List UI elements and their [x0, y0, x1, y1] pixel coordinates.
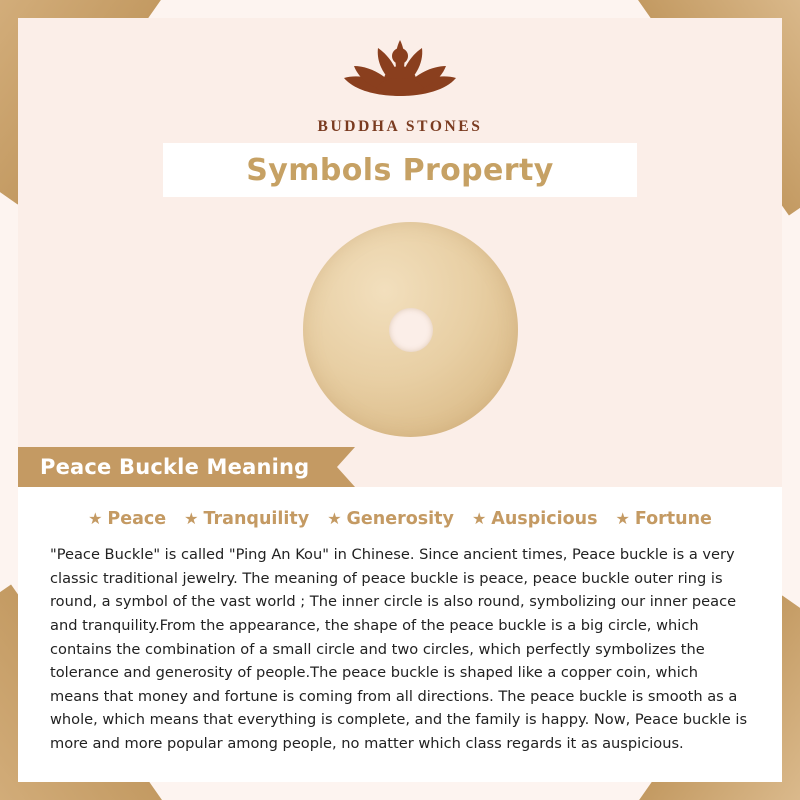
keyword-item [616, 509, 712, 529]
peace-buckle-disc [303, 222, 518, 437]
keyword-item [472, 509, 598, 529]
keyword-item [184, 509, 309, 529]
description-paragraph: "Peace Buckle" is called "Ping An Kou" in Chinese. Since ancient times, Peace buckle is a very classic traditional jewelry. The meaning of peace buckle is peace, peace buckle outer ring is round, a symbol of the vast world ; The inner circle is also round, symbolizing our inner peace and tranquility.From the appearance, the shape of the peace buckle is a big circle, which contains the combination of a small circle and two circles, which perfectly symbolizes the tolerance and generosity of people.The peace buckle is shaped like a copper coin, which means that money and fortune is coming from all directions. The peace buckle is smooth as a whole, which means that everything is complete, and the family is happy. Now, Peace buckle is more and more popular among people, no matter which class regards it as auspicious. [50, 546, 748, 753]
keyword-label: Fortune [634, 509, 712, 529]
peace-buckle-center-hole [389, 308, 433, 352]
keyword-label: Auspicious [491, 509, 598, 529]
lotus-meditation-icon [310, 22, 490, 114]
star-icon: ★ [471, 509, 487, 528]
keyword-item [88, 509, 166, 529]
page-title-banner [163, 143, 637, 197]
section-ribbon [18, 447, 337, 487]
keyword-label: Tranquility [203, 509, 310, 529]
keyword-item [327, 509, 454, 529]
description-card [18, 487, 782, 782]
star-icon: ★ [327, 509, 342, 528]
product-image-area [0, 210, 800, 440]
page-title: Symbols Property [246, 152, 554, 188]
star-icon: ★ [615, 509, 630, 528]
section-ribbon-label: Peace Buckle Meaning [40, 455, 310, 479]
keyword-label: Peace [107, 509, 167, 529]
star-icon: ★ [88, 509, 103, 528]
brand-header [0, 22, 800, 136]
brand-name: BUDDHA STONES [317, 118, 483, 135]
star-icon: ★ [184, 509, 199, 528]
keyword-label: Generosity [346, 509, 454, 529]
keyword-list [18, 487, 782, 529]
